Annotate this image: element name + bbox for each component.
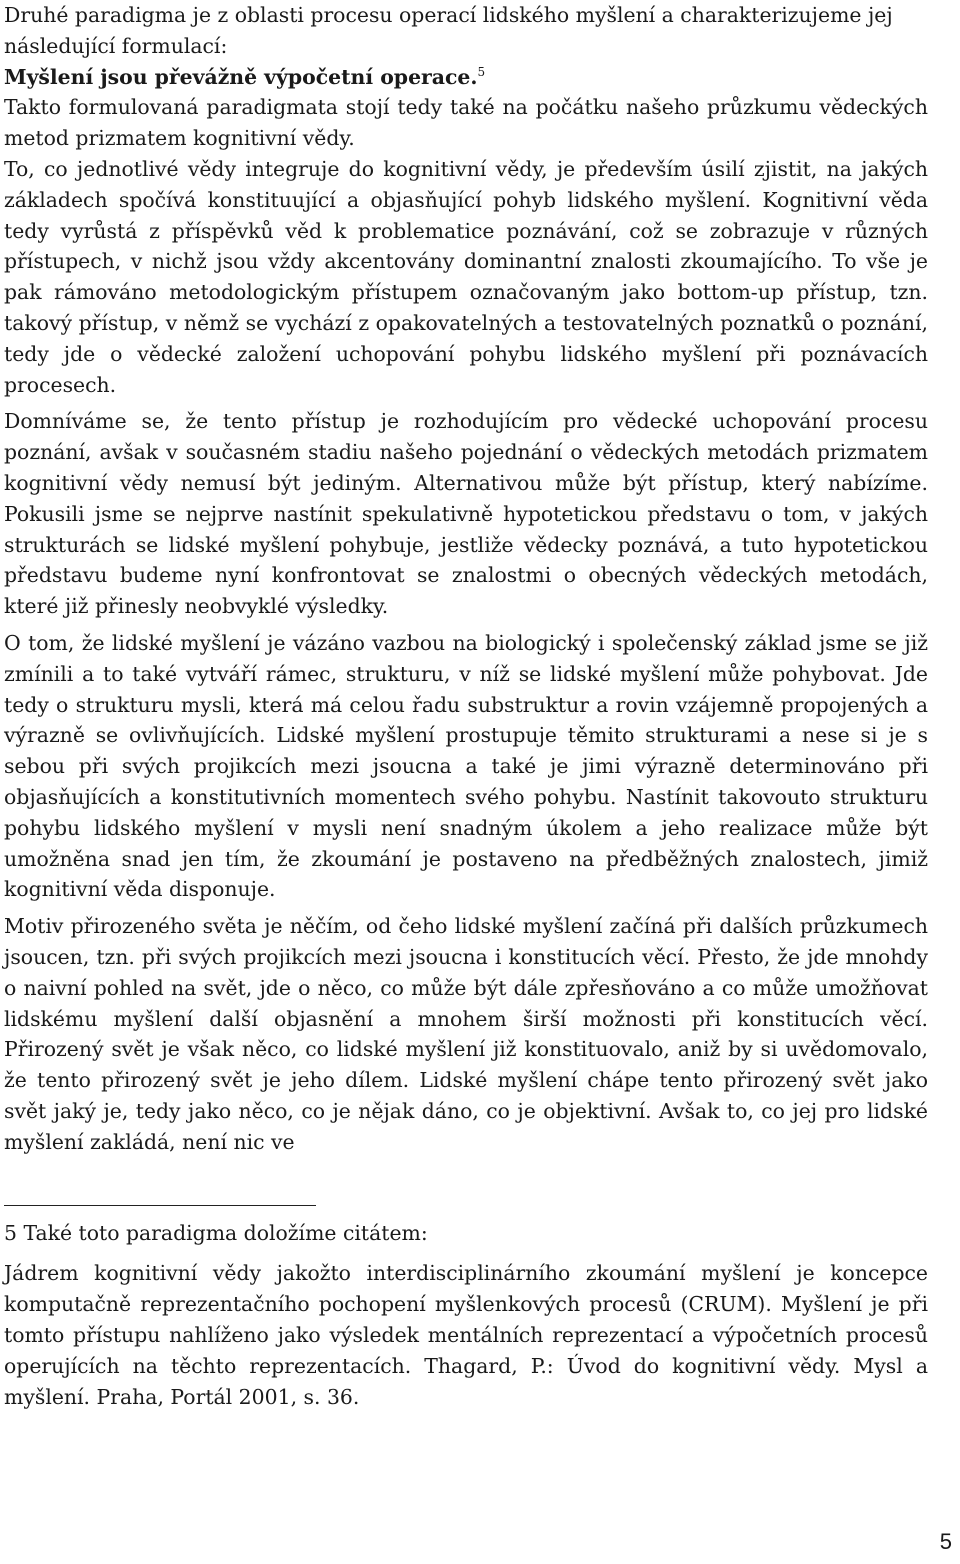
page-body	[4, 0, 928, 1157]
body-paragraph: Domníváme se, že tento přístup je rozhodujícím pro vědecké uchopování procesu poznání, avšak v současném stadiu našeho pojednání o vědeckých metodách prizmatem kognitivní vědy nemusí být jediným. Alternativou může být přístup, který nabízíme. Pokusili jsme se nejprve nastínit spekulativně hypotetickou představu o tom, v jakých strukturách se lidské myšlení pohybuje, jestliže vědecky poznává, a tuto hypotetickou představu budeme nyní konfrontovat se znalostmi o obecných vědeckých metodách, které již přinesly neobvyklé výsledky.	[4, 409, 928, 619]
context-paragraph: Takto formulovaná paradigmata stojí tedy také na počátku našeho průzkumu vědeckých metod prizmatem kognitivní vědy.	[4, 95, 928, 151]
footnote-quote: Jádrem kognitivní vědy jakožto interdisciplinárního zkoumání myšlení je koncepce komputačně reprezentačního pochopení myšlenkových procesů (CRUM). Myšlení je při tomto přístupu nahlíženo jako výsledek mentálních reprezentací a výpočetních procesů operujících na těchto reprezentacích. Thagard, P.: Úvod do kognitivní vědy. Mysl a myšlení. Praha, Portál 2001, s. 36.	[4, 1261, 928, 1409]
body-paragraph: O tom, že lidské myšlení je vázáno vazbou na biologický i společenský základ jsme se již zmínili a to také vytváří rámec, strukturu, v níž se lidské myšlení může pohybovat. Jde tedy o strukturu mysli, která má celou řadu substruktur a rovin vzájemně propojených a výrazně se ovlivňujících. Lidské myšlení prostupuje těmito strukturami a nese si je s sebou při svých projikcích mezi jsoucna a také je jimi výrazně determinováno při objasňujících a konstitutivních momentech svého pohybu. Nastínit takovouto strukturu pohybu lidského myšlení v mysli není snadným úkolem a jeho realizace může být umožněna snad jen tím, že zkoumání je postaveno na předběžných znalostech, jimiž kognitivní věda disponuje.	[4, 630, 928, 902]
body-paragraph: To, co jednotlivé vědy integruje do kognitivní vědy, je především úsilí zjistit, na jakých základech spočívá konstituující a objasňující pohyb lidského myšlení. Kognitivní věda tedy vyrůstá z příspěvků věd k problematice poznávání, což se zobrazuje v různých přístupech, v nichž jsou vždy akcentovány dominantní znalosti zkoumajícího. To vše je pak rámováno metodologickým přístupem označovaným jako bottom-up přístup, tzn. takový přístup, v němž se vychází z opakovatelných a testovatelných poznatků o poznání, tedy jde o vědecké založení uchopování pohybu lidského myšlení při poznávacích procesech.	[4, 156, 928, 397]
footnote	[4, 1218, 928, 1413]
footnote-divider	[4, 1205, 316, 1206]
page-number: 5	[939, 1529, 952, 1554]
footnote-number: 5	[4, 1221, 17, 1245]
thesis-text: Myšlení jsou převážně výpočetní operace.	[4, 64, 478, 89]
body-paragraph: Motiv přirozeného světa je něčím, od čeho lidské myšlení začíná při dalších průzkumech jsoucen, tzn. při svých projikcích mezi jsoucna i konstitucích věcí. Přesto, že jde mnohdy o naivní pohled na svět, jde o něco, co může být dále zpřesňováno a co může umožňovat lidskému myšlení další objasnění a mnohem širší možnosti při konstitucích věcí. Přirozený svět je však něco, co lidské myšlení již konstituovalo, aniž by si uvědomovalo, že tento přirozený svět je jeho dílem. Lidské myšlení chápe tento přirozený svět jako svět jaký je, tedy jako něco, co je nějak dáno, co je objektivní. Avšak to, co jej pro lidské myšlení zakládá, není nic ve	[4, 914, 928, 1154]
thesis-statement	[4, 62, 928, 93]
footnote-lead-text: Také toto paradigma doložíme citátem:	[23, 1221, 428, 1245]
footnote-lead	[4, 1218, 928, 1249]
footnote-reference[interactable]: 5	[477, 64, 486, 79]
intro-paragraph: Druhé paradigma je z oblasti procesu operací lidského myšlení a charakterizujeme jej následující formulací:	[4, 3, 893, 58]
